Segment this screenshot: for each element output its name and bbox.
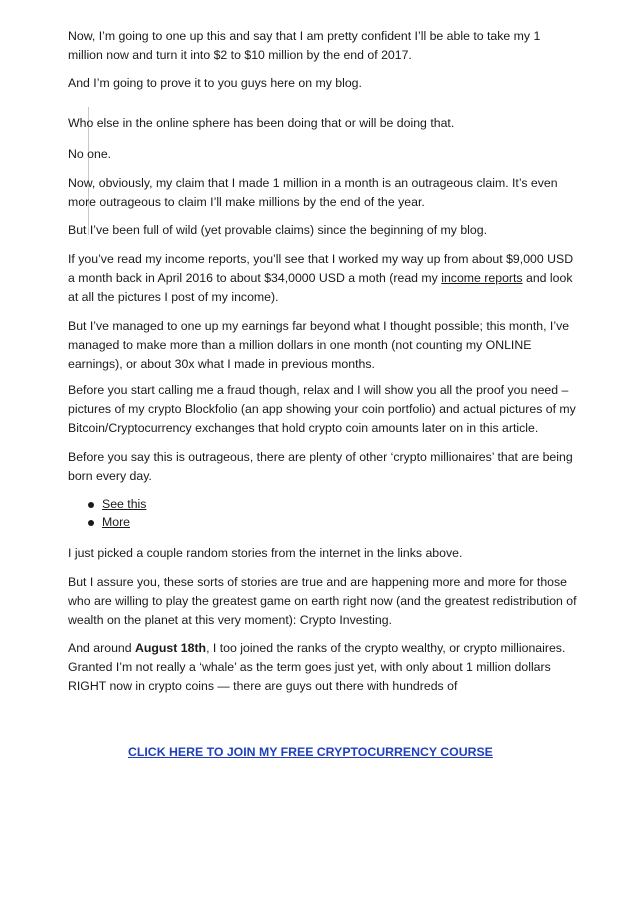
see-this-link[interactable]: See this <box>102 497 147 511</box>
join-course-link[interactable]: CLICK HERE TO JOIN MY FREE CRYPTOCURRENCY COURSE <box>128 745 493 759</box>
paragraph-august <box>68 639 578 696</box>
income-text-before: If you’ve read my income reports, you’ll see that I worked my way up from about $9,000 USD a month back in April 2016 to about $34,0000 USD a moth (read my <box>68 252 574 285</box>
paragraph-who-else: Who else in the online sphere has been doing that or will be doing that. <box>68 116 455 130</box>
paragraph-wild-claims: But I’ve been full of wild (yet provable claims) since the beginning of my blog. <box>68 223 487 237</box>
paragraph-intro: Now, I’m going to one up this and say that I am pretty confident I’ll be able to take my 1 million now and turn it into $2 to $10 million by the end of 2017. <box>68 29 541 62</box>
paragraph-prove: And I’m going to prove it to you guys here on my blog. <box>68 76 362 90</box>
august-text-after: , I too joined the ranks of the crypto wealthy, or crypto millionaires. Granted I’m not really a ‘whale’ as the term goes just yet, with only about 1 million dollars RIGHT now in crypto coins — there are guys out there with hundreds of <box>68 641 566 693</box>
bullet-icon <box>88 502 94 508</box>
august-date: August 18th <box>135 641 207 655</box>
income-text-after: and look at all the pictures I post of my income). <box>68 271 573 304</box>
income-reports-link[interactable]: income reports <box>441 271 523 285</box>
paragraph-income-reports <box>68 250 578 307</box>
paragraph-no-one: No one. <box>68 147 112 161</box>
story-links-list <box>68 495 146 531</box>
list-item <box>68 495 146 513</box>
paragraph-earnings: But I’ve managed to one up my earnings far beyond what I thought possible; this month, I’ve managed to make more than a million dollars in one month (not counting my ONLINE earnings), or about 30x what I made in previous months. <box>68 319 570 371</box>
paragraph-crypto-millionaires: Before you say this is outrageous, there are plenty of other ‘crypto millionaires’ that are being born every day. <box>68 450 573 483</box>
august-text-before: And around <box>68 641 136 655</box>
paragraph-random-stories: I just picked a couple random stories from the internet in the links above. <box>68 546 463 560</box>
paragraph-claim: Now, obviously, my claim that I made 1 million in a month is an outrageous claim. It’s even more outrageous to claim I’ll make millions by the end of the year. <box>68 176 558 209</box>
paragraph-proof: Before you start calling me a fraud though, relax and I will show you all the proof you need – pictures of my crypto Blockfolio (an app showing your coin portfolio) and actual pictures of my Bitcoin/Cryptocurrency exchanges that hold crypto coin amounts later on in this article. <box>68 383 576 435</box>
bullet-icon <box>88 520 94 526</box>
more-link[interactable]: More <box>102 515 131 529</box>
list-item <box>68 513 146 531</box>
paragraph-assure: But I assure you, these sorts of stories are true and are happening more and more for those who are willing to play the greatest game on earth right now (and the greatest redistribution of wealth on the planet at this very moment): Crypto Investing. <box>68 575 577 627</box>
